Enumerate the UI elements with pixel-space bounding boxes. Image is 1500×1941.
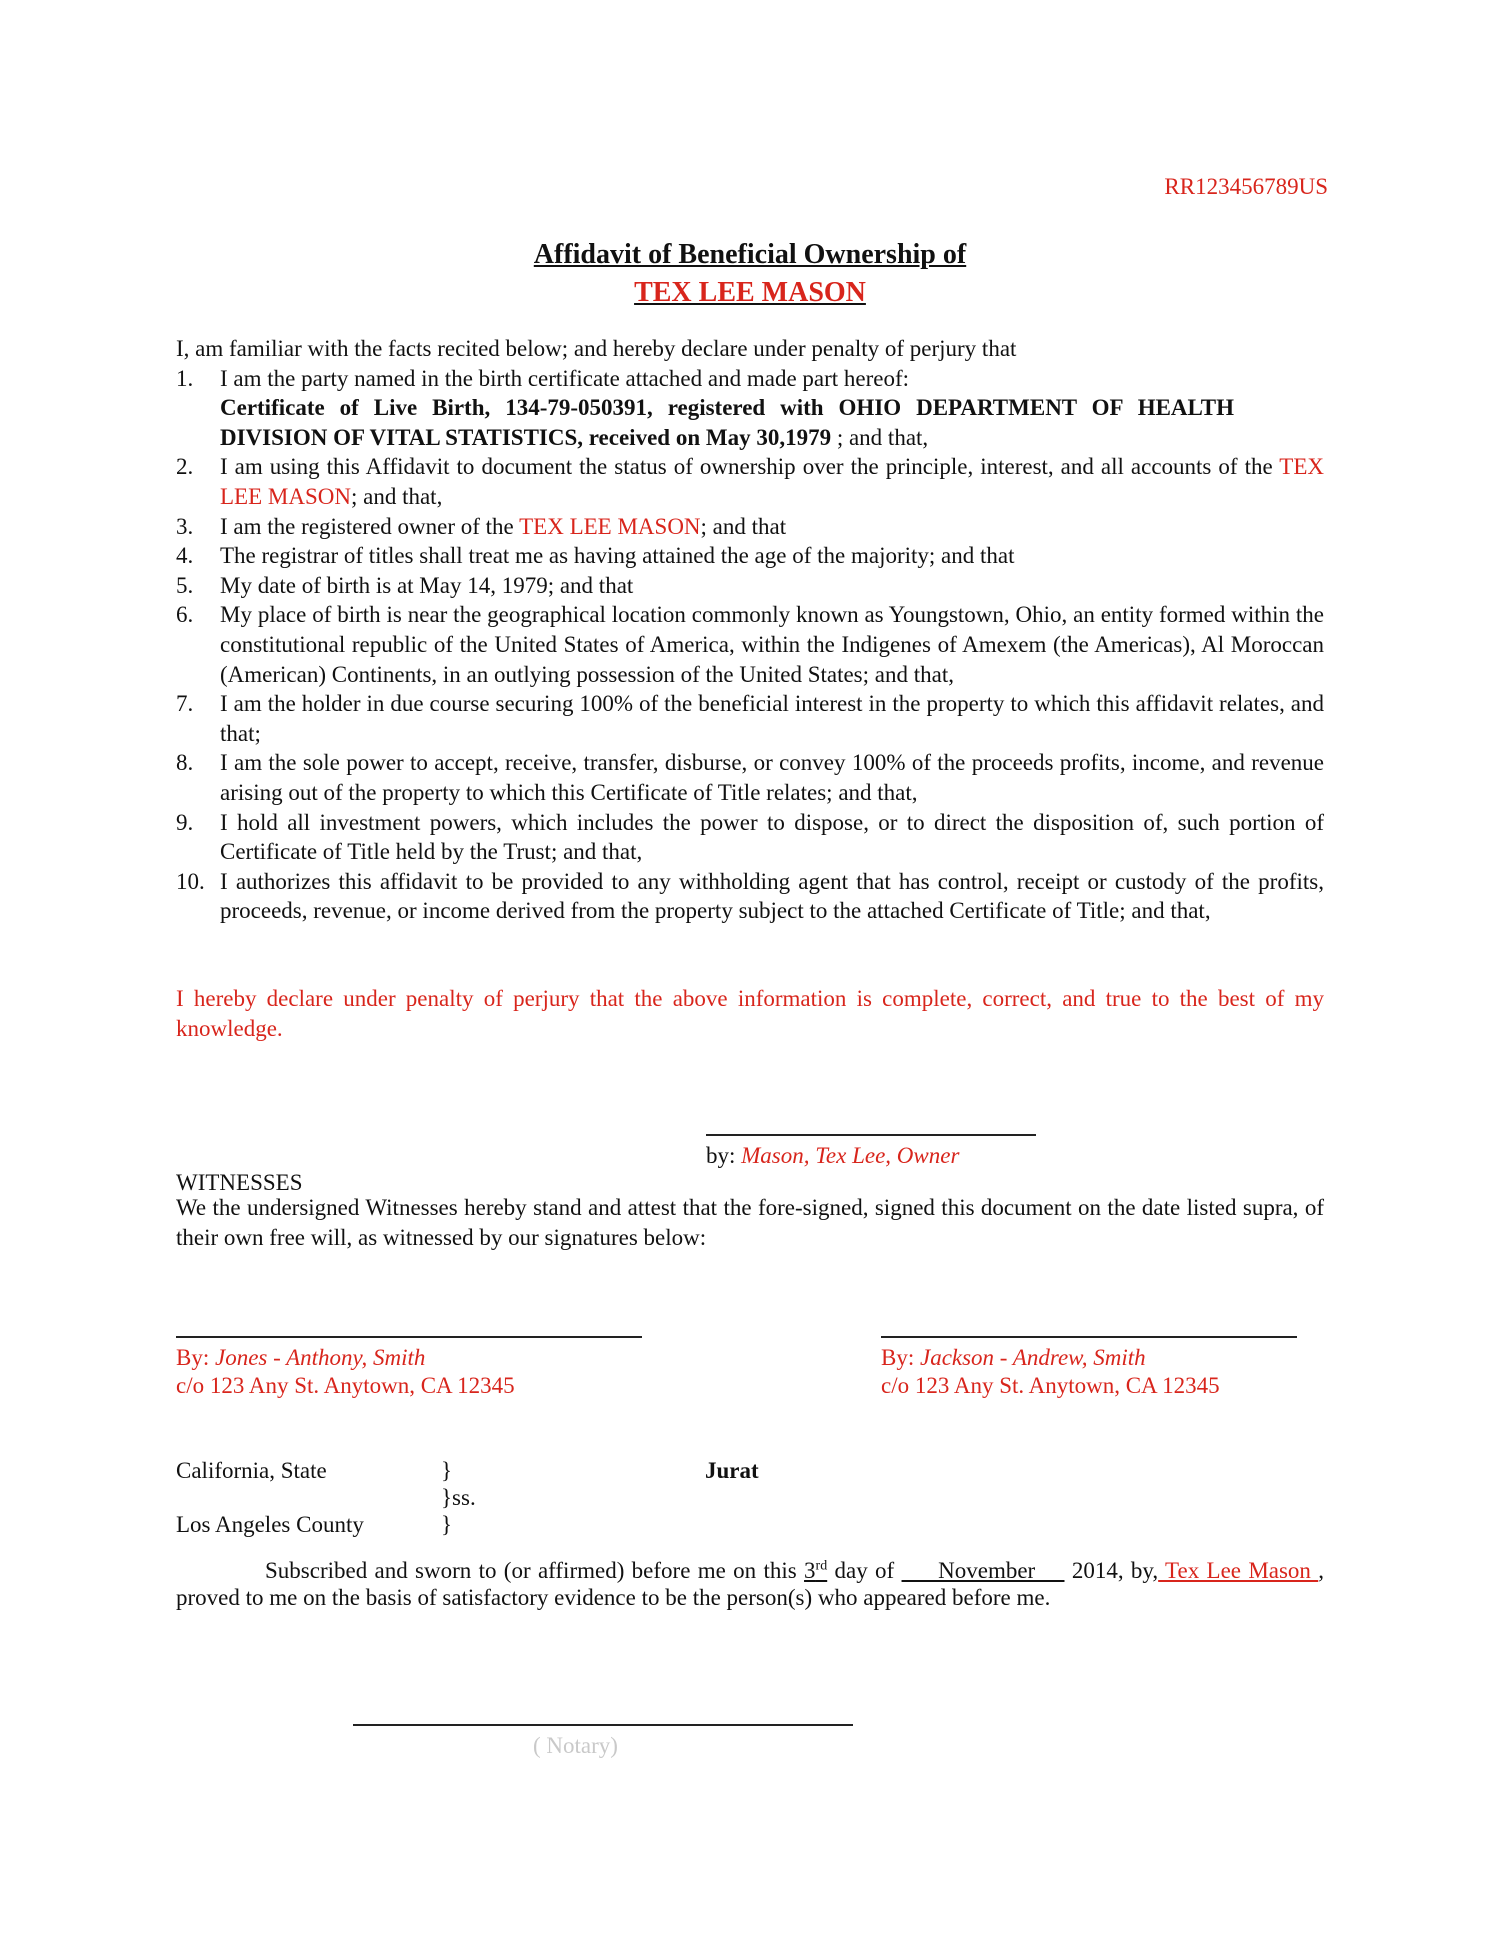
witness-2-caption xyxy=(881,1343,1146,1372)
venue-county: Los Angeles County xyxy=(176,1512,364,1537)
owner-name: TEX LEE MASON xyxy=(220,454,1324,509)
item-text: I authorizes this affidavit to be provided to any withholding agent that has control, receipt or custody of the profits, proceeds, revenue, or income derived from the property subject to the attached Certificate of Title; and that, xyxy=(220,868,1324,924)
by-label: by: xyxy=(706,1143,742,1168)
sworn-text: 2014, by, xyxy=(1064,1558,1159,1583)
witness-2-address: c/o 123 Any St. Anytown, CA 12345 xyxy=(881,1373,1220,1398)
list-item xyxy=(176,600,1324,689)
owner-name: TEX LEE MASON xyxy=(519,513,701,539)
item-text: I hold all investment powers, which includes the power to dispose, or to direct the disposition of, such portion of Certificate of Title held by the Trust; and that, xyxy=(220,809,1324,865)
list-item xyxy=(176,689,1324,748)
list-item xyxy=(176,808,1324,867)
item-number: 3. xyxy=(176,513,194,539)
list-item xyxy=(176,452,1324,511)
witness-1-signature-line xyxy=(176,1336,642,1338)
statement-list xyxy=(176,364,1324,926)
title-name: TEX LEE MASON xyxy=(634,277,866,308)
item-text: I am using this Affidavit to document the status of ownership over the principle, interest, and all accounts of the xyxy=(220,454,1280,480)
item-tail: ; and that, xyxy=(350,483,443,509)
jurat-heading: Jurat xyxy=(705,1458,759,1483)
list-item xyxy=(176,512,1324,542)
witness-2-name: Jackson - Andrew, Smith xyxy=(919,1345,1146,1370)
sworn-name: Tex Lee Mason xyxy=(1158,1558,1319,1583)
affidavit-body xyxy=(176,334,1324,926)
jurat-statement xyxy=(176,1557,1324,1611)
list-item xyxy=(176,541,1324,571)
witness-1-name: Jones - Anthony, Smith xyxy=(214,1345,426,1370)
list-item xyxy=(176,748,1324,807)
document-title xyxy=(0,236,1500,312)
list-item xyxy=(176,364,1324,394)
list-item xyxy=(176,571,1324,601)
owner-signature-name: Mason, Tex Lee, Owner xyxy=(741,1143,960,1168)
venue-brace-ss: }ss. xyxy=(441,1485,476,1510)
sworn-day xyxy=(804,1558,827,1583)
item-text: I am the sole power to accept, receive, transfer, disburse, or convey 100% of the proceeds profits, income, and revenue arising out of the property to which this Certificate of Title relates; and that, xyxy=(220,750,1324,805)
sworn-text: Subscribed and sworn to (or affirmed) before me on this xyxy=(265,1558,805,1583)
item-number: 4. xyxy=(176,543,194,569)
sworn-text: day of xyxy=(827,1558,902,1583)
venue-state: California, State xyxy=(176,1458,327,1483)
item-text: My date of birth is at May 14, 1979; and that xyxy=(220,572,634,598)
item-number: 1. xyxy=(176,365,194,391)
witness-1-address: c/o 123 Any St. Anytown, CA 12345 xyxy=(176,1373,515,1398)
title-line: Affidavit of Beneficial Ownership of xyxy=(533,239,967,270)
item-number: 6. xyxy=(176,602,194,628)
sworn-month: November xyxy=(901,1558,1065,1583)
owner-signature-caption xyxy=(706,1141,959,1170)
by-label: By: xyxy=(881,1345,920,1370)
notary-label: ( Notary) xyxy=(533,1733,618,1758)
tracking-number: RR123456789US xyxy=(1164,174,1328,199)
witness-1-caption xyxy=(176,1343,425,1372)
item-number: 2. xyxy=(176,454,194,480)
list-item xyxy=(176,867,1324,926)
item-number: 8. xyxy=(176,750,194,776)
item-number: 7. xyxy=(176,691,194,717)
day-suffix: rd xyxy=(815,1558,828,1574)
item-number: 5. xyxy=(176,572,194,598)
perjury-declaration: I hereby declare under penalty of perjury that the above information is complete, correct, and true to the best of my knowledge. xyxy=(176,986,1324,1041)
notary-signature-line xyxy=(353,1724,853,1726)
intro-text: I, am familiar with the facts recited below; and hereby declare under penalty of perjury that xyxy=(176,336,1017,361)
item-tail: ; and that xyxy=(700,513,787,539)
item-number: 10. xyxy=(176,868,205,894)
by-label: By: xyxy=(176,1345,215,1370)
birth-certificate-reference xyxy=(176,393,1324,452)
item-text: I am the party named in the birth certificate attached and made part hereof: xyxy=(220,365,910,391)
item-text: I am the holder in due course securing 100% of the beneficial interest in the property to which this affidavit relates, and that; xyxy=(220,691,1324,746)
item-text: I am the registered owner of the xyxy=(220,513,520,539)
certificate-details: Certificate of Live Birth, 134-79-050391, registered with OHIO DEPARTMENT OF HEALTH DIVISION OF VITAL STATISTICS, received on May 30,1979 xyxy=(220,395,1234,450)
owner-signature-line xyxy=(706,1134,1036,1136)
item-text: The registrar of titles shall treat me as having attained the age of the majority; and that xyxy=(220,543,1015,569)
venue-brace: } xyxy=(441,1458,453,1483)
item-number: 9. xyxy=(176,809,194,835)
sworn-text: , proved to me on the basis of satisfactory evidence to be the person(s) who appeared before me. xyxy=(176,1558,1324,1610)
witness-2-signature-line xyxy=(881,1336,1297,1338)
witnesses-statement: We the undersigned Witnesses hereby stand and attest that the fore-signed, signed this document on the date listed supra, of their own free will, as witnessed by our signatures below: xyxy=(176,1195,1324,1250)
certificate-tail: ; and that, xyxy=(831,424,929,450)
item-text: My place of birth is near the geographical location commonly known as Youngstown, Ohio, an entity formed within the constitutional republic of the United States of America, within the Indigenes of Amexem (the Americas), Al Moroccan (American) Continents, in an outlying possession of the United States; and that, xyxy=(220,602,1324,687)
witnesses-heading: WITNESSES xyxy=(176,1170,303,1195)
day-number: 3 xyxy=(804,1558,816,1583)
venue-brace: } xyxy=(441,1512,453,1537)
